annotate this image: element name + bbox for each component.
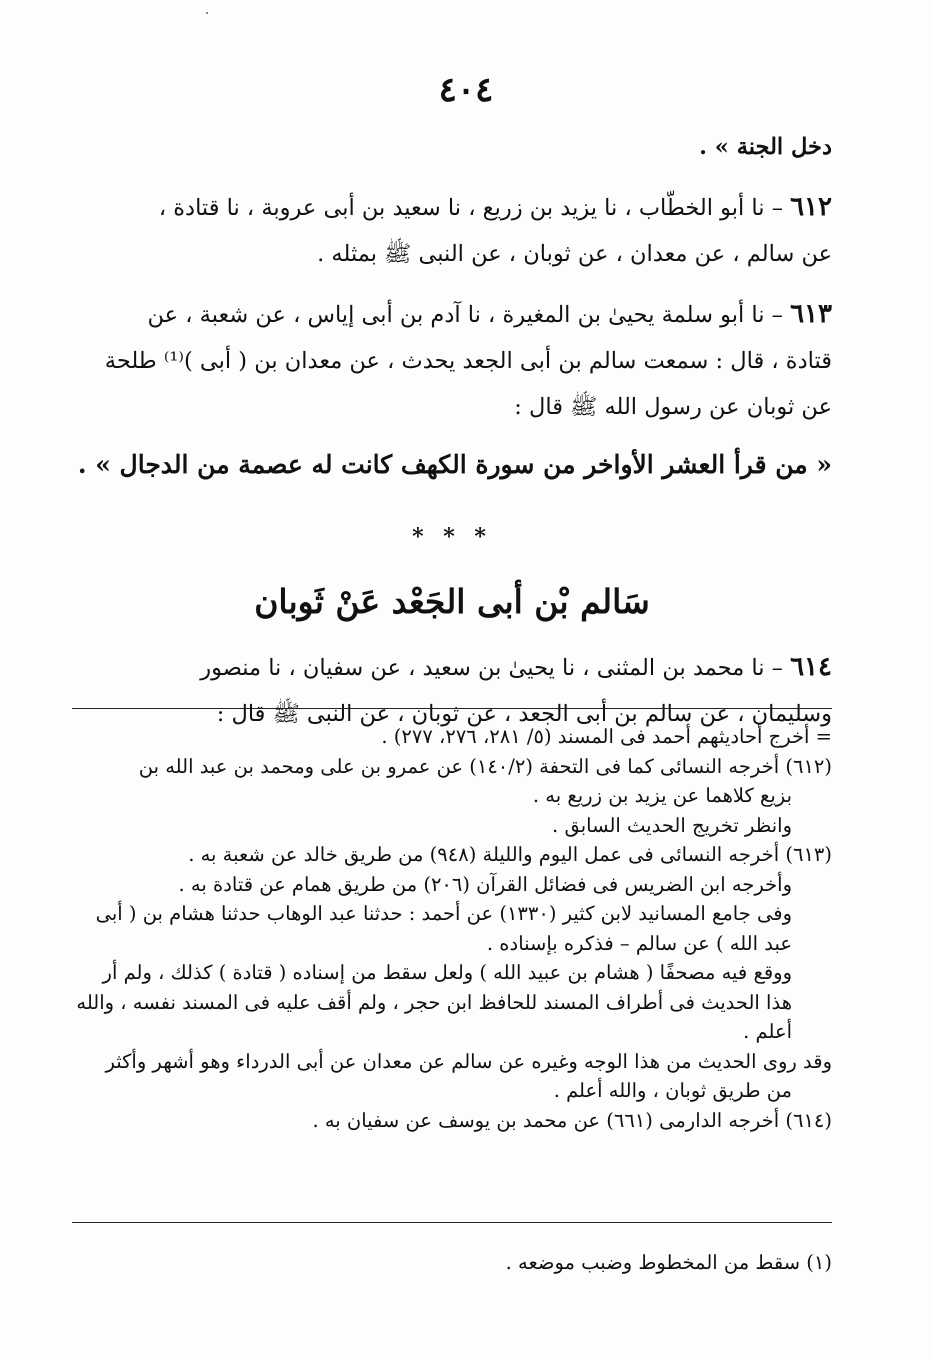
scan-speck [206, 12, 208, 14]
section-heading: سَالم بْن أبى الجَعْد عَنْ ثَوبان [254, 582, 650, 621]
takhrij-notes [72, 722, 832, 1135]
hadith-text: – نا محمد بن المثنى ، نا يحيىٰ بن سعيد ، عن سفيان ، نا منصور [200, 655, 791, 681]
note-line: بزيع كلاهما عن يزيد بن زريع به . [532, 784, 792, 807]
note-line: وقد روى الحديث من هذا الوجه وغيره عن سالم عن معدان عن أبى الدرداء وهو أشهر وأكثر [105, 1049, 832, 1073]
note-line: عبد الله ) عن سالم – فذكره بإسناده . [486, 931, 792, 955]
note-612: (٦١٢) أخرجه النسائى كما فى التحفة (١٤٠/٢) عن عمرو بن على ومحمد بن عبد الله بن [138, 754, 832, 778]
hadith-612-line-2: عن سالم ، عن معدان ، عن ثوبان ، عن النبى ﷺ بمثله . [317, 241, 832, 267]
hadith-number: ٦١٢ [790, 192, 832, 222]
hadith-614 [72, 644, 832, 691]
hadith-613-line-2: قتادة ، قال : سمعت سالم بن أبى الجعد يحدث ، عن معدان بن ( أبى )⁽¹⁾ طلحة [104, 348, 832, 374]
hadith-number: ٦١٣ [790, 299, 832, 329]
note-line: وانظر تخريج الحديث السابق . [552, 813, 792, 837]
note-line: = أخرج أحاديثهم أحمد فى المسند (٥/ ٢٨١، ٢٧٦، ٢٧٧) . [381, 725, 832, 748]
note-line: ووقع فيه مصحفًا ( هشام بن عبيد الله ) ولعل سقط من إسناده ( قتادة ) كذلك ، ولم أر [102, 961, 792, 984]
note-613: (٦١٣) أخرجه النسائى فى عمل اليوم والليلة (٩٤٨) من طريق خالد عن شعبة به . [188, 843, 832, 866]
hadith-number: ٦١٤ [790, 652, 832, 682]
footnote-1: (١) سقط من المخطوط وضبب موضعه . [505, 1251, 832, 1274]
hadith-612 [72, 184, 832, 231]
section-divider: * * * [412, 524, 492, 550]
continuation-line: دخل الجنة » . [699, 134, 832, 160]
main-text [72, 124, 832, 737]
note-line: وفى جامع المسانيد لابن كثير (١٣٣٠) عن أحمد : حدثنا عبد الوهاب حدثنا هشام بن ( أبى [95, 902, 792, 925]
hadith-text: – نا أبو الخطّاب ، نا يزيد بن زريع ، نا سعيد بن أبى عروبة ، نا قتادة ، [158, 195, 791, 221]
footnote-separator [72, 1222, 832, 1223]
hadith-613-line-3: عن ثوبان عن رسول الله ﷺ قال : [514, 394, 832, 420]
note-line: وأخرجه ابن الضريس فى فضائل القرآن (٢٠٦) من طريق همام عن قتادة به . [178, 872, 792, 896]
hadith-quote: « من قرأ العشر الأواخر من سورة الكهف كانت له عصمة من الدجال » . [77, 450, 832, 479]
note-line: هذا الحديث فى أطراف المسند للحافظ ابن حجر ، ولم أقف عليه فى المسند نفسه ، والله [76, 990, 792, 1014]
note-line: أعلم . [743, 1020, 792, 1043]
hadith-614-line-2: وسليمان ، عن سالم بن أبى الجعد ، عن ثوبان ، عن النبى ﷺ قال : [216, 701, 832, 727]
note-line: من طريق ثوبان ، والله أعلم . [553, 1079, 792, 1102]
note-614: (٦١٤) أخرجه الدارمى (٦٦١) عن محمد بن يوسف عن سفيان به . [312, 1108, 832, 1132]
footnote-separator [72, 708, 832, 709]
hadith-613 [72, 291, 832, 338]
hadith-text: – نا أبو سلمة يحيىٰ بن المغيرة ، نا آدم بن أبى إياس ، عن شعبة ، عن [147, 302, 791, 328]
page-number: ٤٠٤ [438, 70, 494, 110]
